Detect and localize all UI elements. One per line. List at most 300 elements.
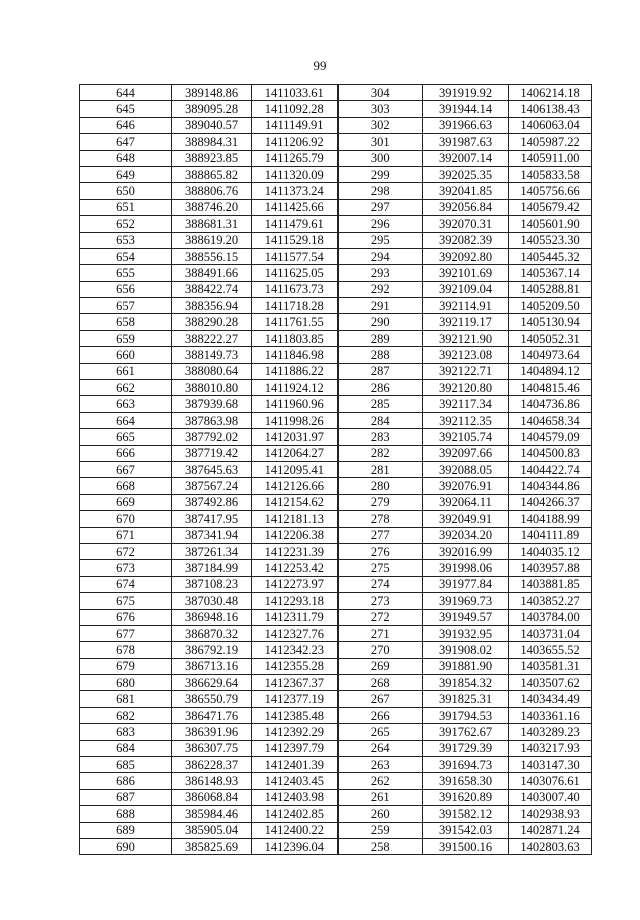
point-number-right: 261 bbox=[338, 789, 423, 805]
point-number-right: 282 bbox=[338, 445, 423, 461]
point-number-right: 299 bbox=[338, 166, 423, 182]
y-coordinate-left: 1411886.22 bbox=[252, 363, 338, 379]
x-coordinate-left: 388865.82 bbox=[172, 166, 252, 182]
y-coordinate-right: 1404815.46 bbox=[509, 380, 592, 396]
y-coordinate-right: 1405987.22 bbox=[509, 134, 592, 150]
x-coordinate-left: 389148.86 bbox=[172, 85, 252, 101]
y-coordinate-left: 1411761.55 bbox=[252, 314, 338, 330]
x-coordinate-right: 391966.63 bbox=[423, 117, 509, 133]
x-coordinate-right: 392109.04 bbox=[423, 281, 509, 297]
point-number-left: 689 bbox=[80, 822, 172, 838]
table-row bbox=[80, 412, 592, 428]
x-coordinate-left: 389095.28 bbox=[172, 101, 252, 117]
point-number-left: 646 bbox=[80, 117, 172, 133]
point-number-right: 283 bbox=[338, 429, 423, 445]
x-coordinate-left: 386792.19 bbox=[172, 642, 252, 658]
y-coordinate-right: 1404736.86 bbox=[509, 396, 592, 412]
point-number-right: 303 bbox=[338, 101, 423, 117]
y-coordinate-right: 1404973.64 bbox=[509, 347, 592, 363]
x-coordinate-right: 391949.57 bbox=[423, 609, 509, 625]
point-number-left: 656 bbox=[80, 281, 172, 297]
y-coordinate-left: 1411373.24 bbox=[252, 183, 338, 199]
x-coordinate-right: 392070.31 bbox=[423, 216, 509, 232]
x-coordinate-left: 388222.27 bbox=[172, 330, 252, 346]
point-number-right: 277 bbox=[338, 527, 423, 543]
y-coordinate-left: 1412355.28 bbox=[252, 658, 338, 674]
x-coordinate-right: 392016.99 bbox=[423, 543, 509, 559]
point-number-right: 298 bbox=[338, 183, 423, 199]
y-coordinate-right: 1403852.27 bbox=[509, 593, 592, 609]
x-coordinate-left: 388491.66 bbox=[172, 265, 252, 281]
table-row bbox=[80, 543, 592, 559]
point-number-right: 300 bbox=[338, 150, 423, 166]
y-coordinate-right: 1402871.24 bbox=[509, 822, 592, 838]
table-row bbox=[80, 560, 592, 576]
point-number-right: 286 bbox=[338, 380, 423, 396]
x-coordinate-left: 386870.32 bbox=[172, 625, 252, 641]
point-number-left: 675 bbox=[80, 593, 172, 609]
table-row bbox=[80, 740, 592, 756]
point-number-left: 652 bbox=[80, 216, 172, 232]
table-row bbox=[80, 199, 592, 215]
y-coordinate-left: 1412385.48 bbox=[252, 707, 338, 723]
x-coordinate-left: 386629.64 bbox=[172, 675, 252, 691]
point-number-left: 647 bbox=[80, 134, 172, 150]
table-row bbox=[80, 675, 592, 691]
point-number-right: 266 bbox=[338, 707, 423, 723]
x-coordinate-left: 389040.57 bbox=[172, 117, 252, 133]
point-number-right: 302 bbox=[338, 117, 423, 133]
y-coordinate-right: 1404111.89 bbox=[509, 527, 592, 543]
table-row bbox=[80, 183, 592, 199]
point-number-right: 275 bbox=[338, 560, 423, 576]
x-coordinate-left: 387719.42 bbox=[172, 445, 252, 461]
x-coordinate-right: 392112.35 bbox=[423, 412, 509, 428]
point-number-left: 659 bbox=[80, 330, 172, 346]
y-coordinate-left: 1411846.98 bbox=[252, 347, 338, 363]
y-coordinate-left: 1412403.45 bbox=[252, 773, 338, 789]
y-coordinate-right: 1402938.93 bbox=[509, 806, 592, 822]
y-coordinate-right: 1403361.16 bbox=[509, 707, 592, 723]
point-number-right: 276 bbox=[338, 543, 423, 559]
x-coordinate-left: 387108.23 bbox=[172, 576, 252, 592]
point-number-right: 304 bbox=[338, 85, 423, 101]
point-number-left: 655 bbox=[80, 265, 172, 281]
x-coordinate-left: 387939.68 bbox=[172, 396, 252, 412]
point-number-right: 271 bbox=[338, 625, 423, 641]
x-coordinate-left: 388149.73 bbox=[172, 347, 252, 363]
x-coordinate-right: 392123.08 bbox=[423, 347, 509, 363]
y-coordinate-right: 1404579.09 bbox=[509, 429, 592, 445]
point-number-right: 269 bbox=[338, 658, 423, 674]
table-row bbox=[80, 691, 592, 707]
table-row bbox=[80, 396, 592, 412]
table-row bbox=[80, 429, 592, 445]
x-coordinate-right: 392114.91 bbox=[423, 298, 509, 314]
x-coordinate-right: 392117.34 bbox=[423, 396, 509, 412]
y-coordinate-left: 1411479.61 bbox=[252, 216, 338, 232]
y-coordinate-left: 1412154.62 bbox=[252, 494, 338, 510]
point-number-right: 296 bbox=[338, 216, 423, 232]
x-coordinate-right: 391998.06 bbox=[423, 560, 509, 576]
x-coordinate-right: 392049.91 bbox=[423, 511, 509, 527]
point-number-left: 685 bbox=[80, 757, 172, 773]
x-coordinate-right: 392064.11 bbox=[423, 494, 509, 510]
x-coordinate-right: 392088.05 bbox=[423, 461, 509, 477]
y-coordinate-left: 1411149.91 bbox=[252, 117, 338, 133]
x-coordinate-right: 391825.31 bbox=[423, 691, 509, 707]
x-coordinate-right: 391969.73 bbox=[423, 593, 509, 609]
y-coordinate-right: 1404266.37 bbox=[509, 494, 592, 510]
point-number-right: 258 bbox=[338, 838, 423, 854]
y-coordinate-left: 1411718.28 bbox=[252, 298, 338, 314]
y-coordinate-left: 1412327.76 bbox=[252, 625, 338, 641]
point-number-left: 669 bbox=[80, 494, 172, 510]
point-number-left: 653 bbox=[80, 232, 172, 248]
point-number-right: 291 bbox=[338, 298, 423, 314]
point-number-left: 682 bbox=[80, 707, 172, 723]
point-number-right: 288 bbox=[338, 347, 423, 363]
x-coordinate-left: 386148.93 bbox=[172, 773, 252, 789]
y-coordinate-left: 1411673.73 bbox=[252, 281, 338, 297]
y-coordinate-right: 1404894.12 bbox=[509, 363, 592, 379]
y-coordinate-right: 1404035.12 bbox=[509, 543, 592, 559]
point-number-left: 676 bbox=[80, 609, 172, 625]
point-number-left: 683 bbox=[80, 724, 172, 740]
y-coordinate-right: 1405756.66 bbox=[509, 183, 592, 199]
x-coordinate-right: 391762.67 bbox=[423, 724, 509, 740]
x-coordinate-right: 391908.02 bbox=[423, 642, 509, 658]
x-coordinate-left: 387341.94 bbox=[172, 527, 252, 543]
x-coordinate-right: 391694.73 bbox=[423, 757, 509, 773]
coordinates-table bbox=[79, 84, 592, 855]
x-coordinate-right: 391582.12 bbox=[423, 806, 509, 822]
point-number-right: 262 bbox=[338, 773, 423, 789]
x-coordinate-left: 388290.28 bbox=[172, 314, 252, 330]
point-number-left: 644 bbox=[80, 85, 172, 101]
table-row bbox=[80, 593, 592, 609]
table-row bbox=[80, 232, 592, 248]
y-coordinate-right: 1406063.04 bbox=[509, 117, 592, 133]
y-coordinate-left: 1412401.39 bbox=[252, 757, 338, 773]
y-coordinate-left: 1411033.61 bbox=[252, 85, 338, 101]
x-coordinate-left: 386391.96 bbox=[172, 724, 252, 740]
x-coordinate-left: 386068.84 bbox=[172, 789, 252, 805]
x-coordinate-right: 391794.53 bbox=[423, 707, 509, 723]
point-number-left: 687 bbox=[80, 789, 172, 805]
point-number-left: 674 bbox=[80, 576, 172, 592]
table-row bbox=[80, 658, 592, 674]
point-number-right: 274 bbox=[338, 576, 423, 592]
x-coordinate-right: 392041.85 bbox=[423, 183, 509, 199]
x-coordinate-left: 388010.80 bbox=[172, 380, 252, 396]
point-number-left: 673 bbox=[80, 560, 172, 576]
x-coordinate-left: 386307.75 bbox=[172, 740, 252, 756]
y-coordinate-left: 1411265.79 bbox=[252, 150, 338, 166]
x-coordinate-right: 391881.90 bbox=[423, 658, 509, 674]
table-row bbox=[80, 806, 592, 822]
point-number-right: 281 bbox=[338, 461, 423, 477]
point-number-left: 667 bbox=[80, 461, 172, 477]
point-number-left: 663 bbox=[80, 396, 172, 412]
y-coordinate-left: 1412181.13 bbox=[252, 511, 338, 527]
x-coordinate-right: 392120.80 bbox=[423, 380, 509, 396]
y-coordinate-left: 1412367.37 bbox=[252, 675, 338, 691]
table-row bbox=[80, 527, 592, 543]
x-coordinate-right: 392034.20 bbox=[423, 527, 509, 543]
x-coordinate-left: 387863.98 bbox=[172, 412, 252, 428]
x-coordinate-left: 386948.16 bbox=[172, 609, 252, 625]
x-coordinate-right: 391944.14 bbox=[423, 101, 509, 117]
table-row bbox=[80, 838, 592, 854]
point-number-left: 680 bbox=[80, 675, 172, 691]
table-row bbox=[80, 248, 592, 264]
y-coordinate-left: 1412397.79 bbox=[252, 740, 338, 756]
point-number-right: 278 bbox=[338, 511, 423, 527]
x-coordinate-right: 391919.92 bbox=[423, 85, 509, 101]
y-coordinate-left: 1412293.18 bbox=[252, 593, 338, 609]
point-number-left: 665 bbox=[80, 429, 172, 445]
point-number-right: 263 bbox=[338, 757, 423, 773]
x-coordinate-right: 392101.69 bbox=[423, 265, 509, 281]
y-coordinate-left: 1411924.12 bbox=[252, 380, 338, 396]
table-row bbox=[80, 216, 592, 232]
y-coordinate-left: 1411320.09 bbox=[252, 166, 338, 182]
point-number-left: 658 bbox=[80, 314, 172, 330]
point-number-left: 678 bbox=[80, 642, 172, 658]
point-number-left: 662 bbox=[80, 380, 172, 396]
y-coordinate-right: 1403289.23 bbox=[509, 724, 592, 740]
x-coordinate-right: 391620.89 bbox=[423, 789, 509, 805]
point-number-left: 690 bbox=[80, 838, 172, 854]
table-row bbox=[80, 789, 592, 805]
table-row bbox=[80, 117, 592, 133]
y-coordinate-left: 1412253.42 bbox=[252, 560, 338, 576]
y-coordinate-left: 1411529.18 bbox=[252, 232, 338, 248]
x-coordinate-left: 388080.64 bbox=[172, 363, 252, 379]
table-row bbox=[80, 478, 592, 494]
table-row bbox=[80, 85, 592, 101]
y-coordinate-left: 1411425.66 bbox=[252, 199, 338, 215]
y-coordinate-right: 1405523.30 bbox=[509, 232, 592, 248]
y-coordinate-right: 1403434.49 bbox=[509, 691, 592, 707]
x-coordinate-left: 387184.99 bbox=[172, 560, 252, 576]
y-coordinate-left: 1412126.66 bbox=[252, 478, 338, 494]
x-coordinate-left: 387030.48 bbox=[172, 593, 252, 609]
x-coordinate-right: 392056.84 bbox=[423, 199, 509, 215]
y-coordinate-right: 1403147.30 bbox=[509, 757, 592, 773]
x-coordinate-left: 388356.94 bbox=[172, 298, 252, 314]
point-number-right: 293 bbox=[338, 265, 423, 281]
x-coordinate-right: 392007.14 bbox=[423, 150, 509, 166]
x-coordinate-left: 388619.20 bbox=[172, 232, 252, 248]
table-row bbox=[80, 265, 592, 281]
y-coordinate-right: 1404188.99 bbox=[509, 511, 592, 527]
x-coordinate-right: 392076.91 bbox=[423, 478, 509, 494]
x-coordinate-left: 387567.24 bbox=[172, 478, 252, 494]
point-number-left: 660 bbox=[80, 347, 172, 363]
table-row bbox=[80, 101, 592, 117]
x-coordinate-left: 386713.16 bbox=[172, 658, 252, 674]
x-coordinate-left: 386471.76 bbox=[172, 707, 252, 723]
y-coordinate-right: 1404500.83 bbox=[509, 445, 592, 461]
x-coordinate-right: 392119.17 bbox=[423, 314, 509, 330]
point-number-right: 264 bbox=[338, 740, 423, 756]
y-coordinate-left: 1411998.26 bbox=[252, 412, 338, 428]
y-coordinate-left: 1411625.05 bbox=[252, 265, 338, 281]
x-coordinate-right: 391729.39 bbox=[423, 740, 509, 756]
point-number-right: 289 bbox=[338, 330, 423, 346]
y-coordinate-left: 1411092.28 bbox=[252, 101, 338, 117]
x-coordinate-left: 388422.74 bbox=[172, 281, 252, 297]
point-number-right: 268 bbox=[338, 675, 423, 691]
point-number-right: 285 bbox=[338, 396, 423, 412]
table-row bbox=[80, 707, 592, 723]
x-coordinate-right: 392092.80 bbox=[423, 248, 509, 264]
y-coordinate-right: 1403076.61 bbox=[509, 773, 592, 789]
point-number-left: 649 bbox=[80, 166, 172, 182]
y-coordinate-right: 1403957.88 bbox=[509, 560, 592, 576]
table-row bbox=[80, 494, 592, 510]
point-number-right: 272 bbox=[338, 609, 423, 625]
y-coordinate-right: 1405052.31 bbox=[509, 330, 592, 346]
y-coordinate-right: 1406214.18 bbox=[509, 85, 592, 101]
point-number-right: 270 bbox=[338, 642, 423, 658]
x-coordinate-right: 392097.66 bbox=[423, 445, 509, 461]
x-coordinate-left: 388984.31 bbox=[172, 134, 252, 150]
x-coordinate-right: 392105.74 bbox=[423, 429, 509, 445]
y-coordinate-right: 1405209.50 bbox=[509, 298, 592, 314]
x-coordinate-right: 391542.03 bbox=[423, 822, 509, 838]
point-number-left: 679 bbox=[80, 658, 172, 674]
point-number-right: 287 bbox=[338, 363, 423, 379]
page-number: 99 bbox=[313, 58, 327, 73]
y-coordinate-right: 1403217.93 bbox=[509, 740, 592, 756]
y-coordinate-left: 1412273.97 bbox=[252, 576, 338, 592]
x-coordinate-right: 392082.39 bbox=[423, 232, 509, 248]
point-number-right: 292 bbox=[338, 281, 423, 297]
x-coordinate-left: 385825.69 bbox=[172, 838, 252, 854]
x-coordinate-left: 387792.02 bbox=[172, 429, 252, 445]
y-coordinate-right: 1405288.81 bbox=[509, 281, 592, 297]
x-coordinate-right: 392121.90 bbox=[423, 330, 509, 346]
table-row bbox=[80, 380, 592, 396]
y-coordinate-right: 1404658.34 bbox=[509, 412, 592, 428]
point-number-right: 260 bbox=[338, 806, 423, 822]
table-row bbox=[80, 150, 592, 166]
y-coordinate-left: 1412342.23 bbox=[252, 642, 338, 658]
table-row bbox=[80, 461, 592, 477]
point-number-right: 267 bbox=[338, 691, 423, 707]
x-coordinate-right: 391987.63 bbox=[423, 134, 509, 150]
point-number-left: 688 bbox=[80, 806, 172, 822]
point-number-left: 668 bbox=[80, 478, 172, 494]
table-row bbox=[80, 134, 592, 150]
point-number-right: 259 bbox=[338, 822, 423, 838]
y-coordinate-right: 1405679.42 bbox=[509, 199, 592, 215]
y-coordinate-left: 1412311.79 bbox=[252, 609, 338, 625]
y-coordinate-right: 1405911.00 bbox=[509, 150, 592, 166]
x-coordinate-left: 386550.79 bbox=[172, 691, 252, 707]
point-number-left: 672 bbox=[80, 543, 172, 559]
y-coordinate-right: 1405130.94 bbox=[509, 314, 592, 330]
y-coordinate-right: 1403507.62 bbox=[509, 675, 592, 691]
point-number-right: 295 bbox=[338, 232, 423, 248]
y-coordinate-left: 1412396.04 bbox=[252, 838, 338, 854]
y-coordinate-left: 1412392.29 bbox=[252, 724, 338, 740]
y-coordinate-right: 1405601.90 bbox=[509, 216, 592, 232]
x-coordinate-left: 387417.95 bbox=[172, 511, 252, 527]
point-number-right: 284 bbox=[338, 412, 423, 428]
table-row bbox=[80, 347, 592, 363]
point-number-left: 645 bbox=[80, 101, 172, 117]
y-coordinate-left: 1411577.54 bbox=[252, 248, 338, 264]
point-number-left: 651 bbox=[80, 199, 172, 215]
y-coordinate-left: 1412064.27 bbox=[252, 445, 338, 461]
point-number-left: 648 bbox=[80, 150, 172, 166]
x-coordinate-right: 392122.71 bbox=[423, 363, 509, 379]
table-row bbox=[80, 757, 592, 773]
y-coordinate-left: 1412403.98 bbox=[252, 789, 338, 805]
point-number-left: 654 bbox=[80, 248, 172, 264]
x-coordinate-left: 388806.76 bbox=[172, 183, 252, 199]
x-coordinate-left: 388556.15 bbox=[172, 248, 252, 264]
table-row bbox=[80, 576, 592, 592]
y-coordinate-right: 1403581.31 bbox=[509, 658, 592, 674]
point-number-right: 280 bbox=[338, 478, 423, 494]
table-row bbox=[80, 314, 592, 330]
y-coordinate-left: 1412031.97 bbox=[252, 429, 338, 445]
y-coordinate-left: 1411206.92 bbox=[252, 134, 338, 150]
coordinates-table-body bbox=[80, 85, 592, 855]
y-coordinate-left: 1412095.41 bbox=[252, 461, 338, 477]
y-coordinate-left: 1411803.85 bbox=[252, 330, 338, 346]
point-number-left: 681 bbox=[80, 691, 172, 707]
x-coordinate-right: 391932.95 bbox=[423, 625, 509, 641]
table-row bbox=[80, 773, 592, 789]
table-row bbox=[80, 724, 592, 740]
y-coordinate-right: 1405833.58 bbox=[509, 166, 592, 182]
x-coordinate-left: 387645.63 bbox=[172, 461, 252, 477]
y-coordinate-right: 1403731.04 bbox=[509, 625, 592, 641]
x-coordinate-right: 391977.84 bbox=[423, 576, 509, 592]
x-coordinate-right: 391658.30 bbox=[423, 773, 509, 789]
y-coordinate-right: 1404422.74 bbox=[509, 461, 592, 477]
y-coordinate-right: 1403007.40 bbox=[509, 789, 592, 805]
table-row bbox=[80, 330, 592, 346]
x-coordinate-left: 387492.86 bbox=[172, 494, 252, 510]
x-coordinate-left: 385905.04 bbox=[172, 822, 252, 838]
y-coordinate-left: 1412402.85 bbox=[252, 806, 338, 822]
point-number-left: 686 bbox=[80, 773, 172, 789]
point-number-right: 273 bbox=[338, 593, 423, 609]
point-number-right: 265 bbox=[338, 724, 423, 740]
point-number-left: 670 bbox=[80, 511, 172, 527]
y-coordinate-right: 1404344.86 bbox=[509, 478, 592, 494]
table-row bbox=[80, 363, 592, 379]
y-coordinate-right: 1402803.63 bbox=[509, 838, 592, 854]
x-coordinate-right: 391500.16 bbox=[423, 838, 509, 854]
table-row bbox=[80, 609, 592, 625]
table-row bbox=[80, 625, 592, 641]
point-number-right: 290 bbox=[338, 314, 423, 330]
point-number-left: 650 bbox=[80, 183, 172, 199]
point-number-left: 671 bbox=[80, 527, 172, 543]
x-coordinate-left: 388681.31 bbox=[172, 216, 252, 232]
y-coordinate-left: 1412400.22 bbox=[252, 822, 338, 838]
point-number-left: 664 bbox=[80, 412, 172, 428]
x-coordinate-left: 388923.85 bbox=[172, 150, 252, 166]
